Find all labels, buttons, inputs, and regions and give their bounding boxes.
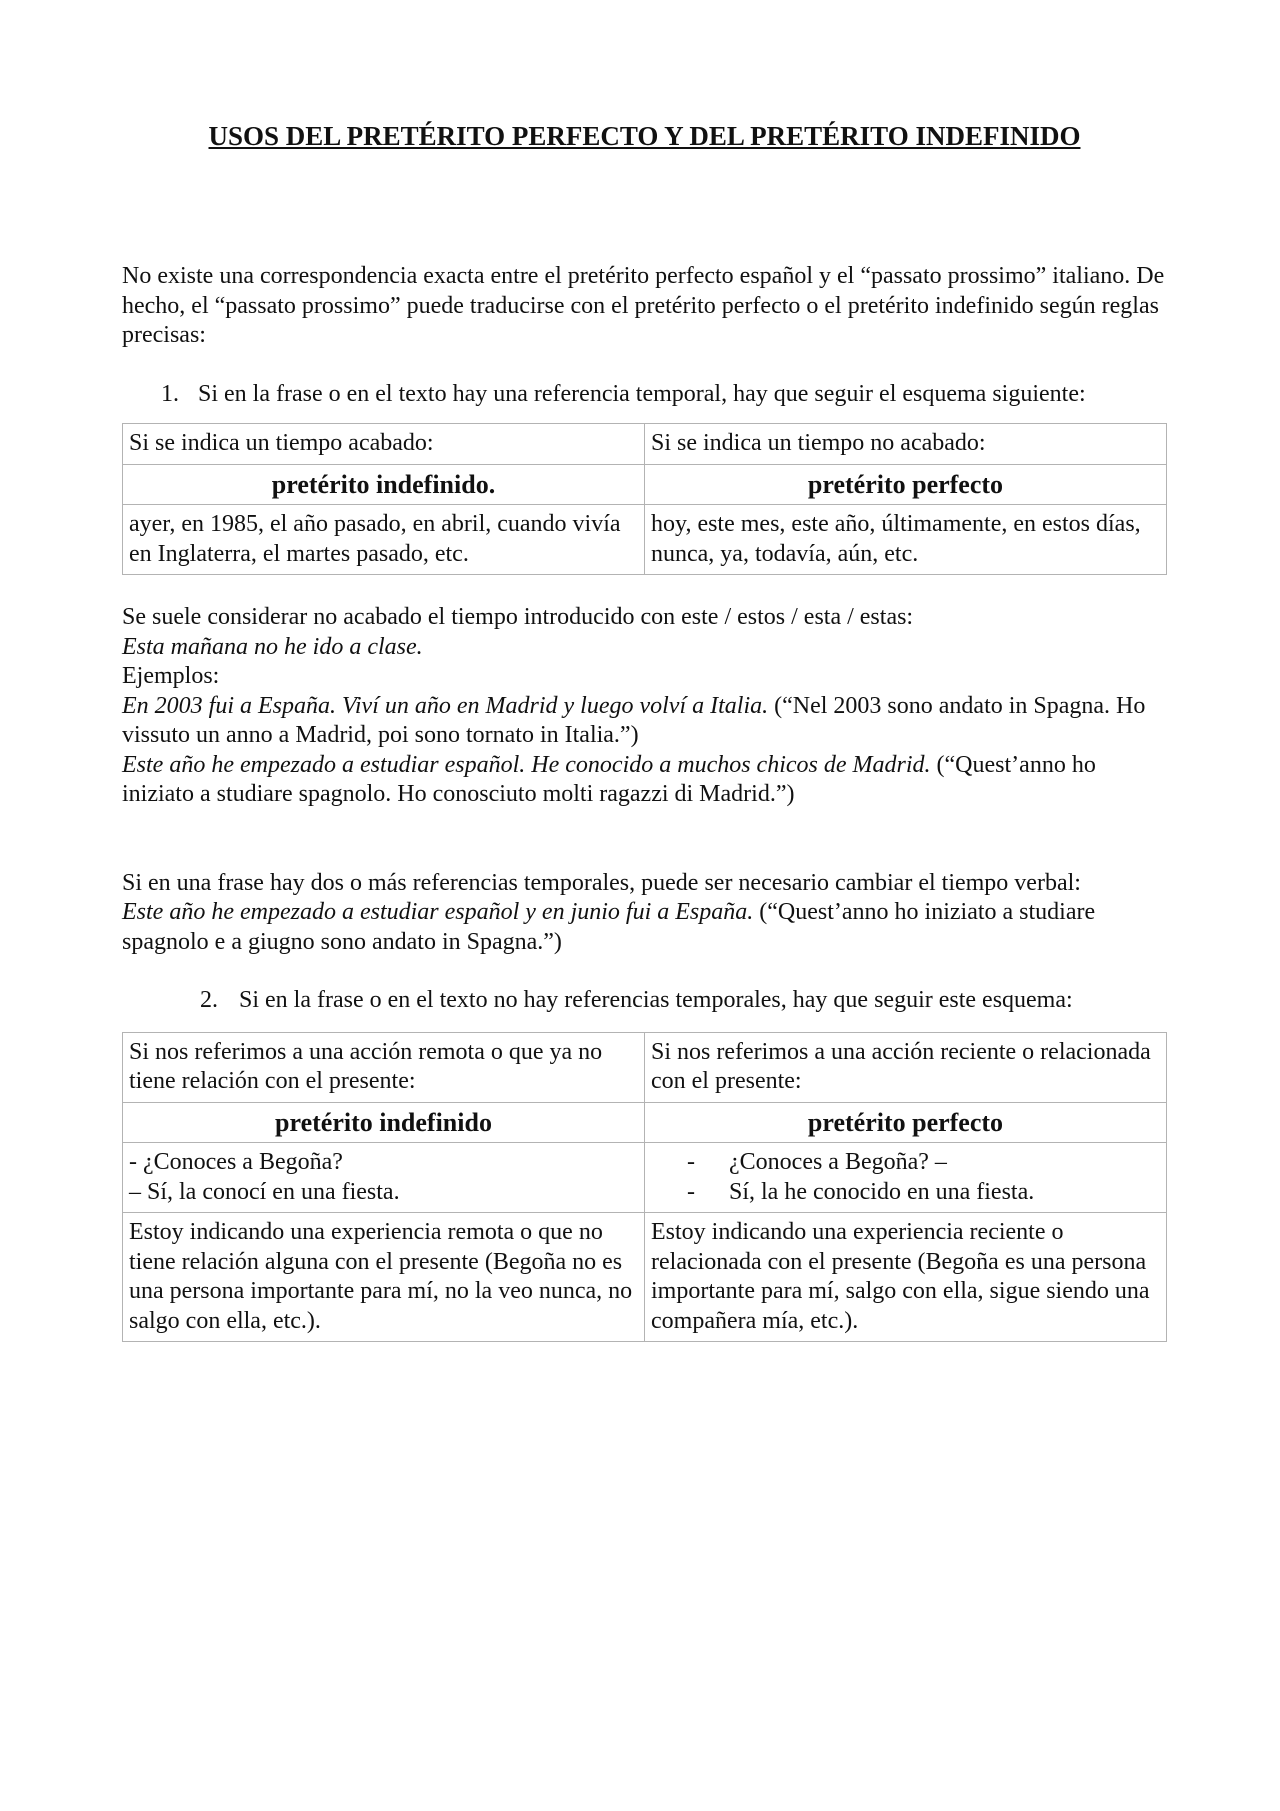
rule-1-number: 1. [161, 380, 179, 407]
table1-left-examples: ayer, en 1985, el año pasado, en abril, cuando vivía en Inglaterra, el martes pasado, etc. [123, 505, 645, 575]
table1-right-header: Si se indica un tiempo no acabado: [645, 424, 1167, 465]
example-3-italian: (“Quest’anno ho iniziato a studiare spagnolo e a giugno sono andato in Spagna.”) [122, 899, 1096, 955]
table1-left-header: Si se indica un tiempo acabado: [123, 424, 645, 465]
rule-2-number: 2. [200, 987, 218, 1013]
rule-1-text: Si en la frase o en el texto hay una referencia temporal, hay que seguir el esquema siguiente: [198, 380, 1086, 407]
example-2 [122, 751, 1167, 810]
note-example: Esta mañana no he ido a clase. [122, 633, 423, 660]
multiple-references-block [122, 869, 1167, 958]
examples-label: Ejemplos: [122, 663, 220, 689]
table1-left-tense: pretérito indefinido. [123, 464, 645, 505]
table-no-time-reference [122, 1032, 1167, 1343]
example-1-italian: (“Nel 2003 sono andato in Spagna. Ho vissuto un anno a Madrid, poi sono tornato in Italia.”) [122, 692, 1146, 748]
document-title: USOS DEL PRETÉRITO PERFECTO Y DEL PRETÉRITO INDEFINIDO [208, 121, 1081, 151]
note-unfinished-time: Se suele considerar no acabado el tiempo introducido con este / estos / esta / estas: [122, 604, 914, 630]
list-dash: - [687, 1149, 695, 1175]
left-dialog-line-2: – Sí, la conocí en una fiesta. [129, 1178, 400, 1205]
example-1-spanish: En 2003 fui a España. Viví un año en Madrid y luego volví a Italia. [122, 692, 769, 719]
table1-right-tense: pretérito perfecto [645, 464, 1167, 505]
example-2-spanish: Este año he empezado a estudiar español. He conocido a muchos chicos de Madrid. [122, 751, 931, 778]
example-2-italian: (“Quest’anno ho iniziato a studiare spagnolo. Ho conosciuto molti ragazzi di Madrid.”) [122, 751, 1096, 807]
example-3 [122, 898, 1167, 957]
table2-left-header: Si nos referimos a una acción remota o que ya no tiene relación con el presente: [123, 1032, 645, 1102]
note-multiple-references: Si en una frase hay dos o más referencias temporales, puede ser necesario cambiar el tiempo verbal: [122, 869, 1081, 896]
table2-right-header: Si nos referimos a una acción reciente o relacionada con el presente: [645, 1032, 1167, 1102]
table2-left-explanation: Estoy indicando una experiencia remota o que no tiene relación alguna con el presente (Begoña no es una persona importante para mí, no la veo nunca, no salgo con ella, etc.). [123, 1213, 645, 1342]
intro-paragraph: No existe una correspondencia exacta entre el pretérito perfecto español y el “passato prossimo” italiano. De hecho, el “passato prossimo” puede traducirse con el pretérito perfecto o el pretérito indefinido según reglas precisas: [122, 263, 1165, 348]
table2-left-tense: pretérito indefinido [123, 1102, 645, 1143]
left-dialog-line-1: - ¿Conoces a Begoña? [129, 1149, 343, 1175]
rule-2-text: Si en la frase o en el texto no hay referencias temporales, hay que seguir este esquema: [239, 987, 1073, 1013]
table2-right-explanation: Estoy indicando una experiencia reciente o relacionada con el presente (Begoña es una persona importante para mí, salgo con ella, sigue siendo una compañera mía, etc.). [645, 1213, 1167, 1342]
right-dialog-line-1 [651, 1148, 1160, 1178]
right-dialog-text-1: ¿Conoces a Begoña? – [729, 1149, 947, 1175]
table2-left-dialog [123, 1143, 645, 1213]
examples-block [122, 603, 1167, 810]
right-dialog-line-2 [651, 1178, 1160, 1208]
example-1 [122, 692, 1167, 751]
rule-2 [122, 986, 1167, 1016]
right-dialog-text-2: Sí, la he conocido en una fiesta. [729, 1178, 1035, 1205]
table1-right-examples: hoy, este mes, este año, últimamente, en estos días, nunca, ya, todavía, aún, etc. [645, 505, 1167, 575]
table2-right-dialog [645, 1143, 1167, 1213]
document-page [122, 120, 1167, 1342]
example-3-spanish: Este año he empezado a estudiar español y en junio fui a España. [122, 899, 754, 925]
table2-right-tense: pretérito perfecto [645, 1102, 1167, 1143]
rule-1 [122, 380, 1167, 410]
list-dash: - [687, 1178, 695, 1205]
table-time-reference [122, 423, 1167, 575]
